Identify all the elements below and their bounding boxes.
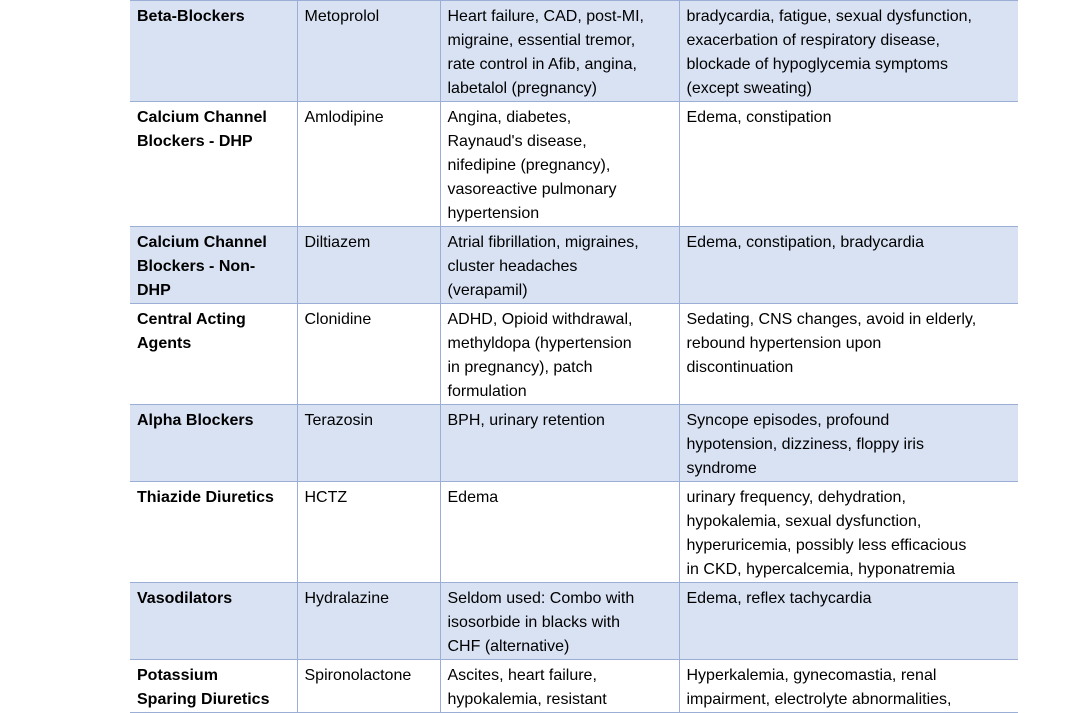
cell-text-line: Calcium Channel bbox=[137, 108, 267, 126]
indications-cell bbox=[440, 659, 679, 712]
example-drug-cell bbox=[297, 226, 440, 303]
cell-text-line: discontinuation bbox=[686, 358, 794, 376]
cell-text-line: in pregnancy), patch bbox=[447, 358, 593, 376]
table-row bbox=[130, 101, 1018, 226]
cell-text-line: Blockers - DHP bbox=[137, 132, 253, 150]
cell-text-line: hypokalemia, resistant bbox=[447, 690, 607, 708]
adverse-effects-cell bbox=[679, 582, 1018, 659]
drug-class-cell bbox=[130, 303, 297, 404]
example-drug-cell bbox=[297, 101, 440, 226]
cell-text-line: CHF (alternative) bbox=[447, 637, 570, 655]
cell-text-line: Seldom used: Combo with bbox=[447, 589, 635, 607]
example-drug-cell bbox=[297, 481, 440, 582]
example-drug-cell bbox=[297, 404, 440, 481]
drug-table-wrapper bbox=[130, 0, 1018, 713]
cell-text-line: Syncope episodes, profound bbox=[686, 411, 890, 429]
indications-cell bbox=[440, 0, 679, 101]
cell-text-line: impairment, electrolyte abnormalities, bbox=[686, 690, 952, 708]
cell-text-line: methyldopa (hypertension bbox=[447, 334, 632, 352]
indications-cell bbox=[440, 481, 679, 582]
cell-text-line: rebound hypertension upon bbox=[686, 334, 882, 352]
table-body bbox=[130, 0, 1018, 712]
drug-class-cell bbox=[130, 404, 297, 481]
cell-text-line: Terazosin bbox=[304, 411, 373, 429]
adverse-effects-cell bbox=[679, 659, 1018, 712]
indications-cell bbox=[440, 101, 679, 226]
cell-text-line: DHP bbox=[137, 281, 171, 299]
cell-text-line: Ascites, heart failure, bbox=[447, 666, 597, 684]
drug-class-cell bbox=[130, 582, 297, 659]
cell-text-line: Clonidine bbox=[304, 310, 372, 328]
cell-text-line: Metoprolol bbox=[304, 7, 380, 25]
cell-text-line: Raynaud's disease, bbox=[447, 132, 587, 150]
table-row bbox=[130, 582, 1018, 659]
cell-text-line: Central Acting bbox=[137, 310, 246, 328]
cell-text-line: Hyperkalemia, gynecomastia, renal bbox=[686, 666, 937, 684]
table-row bbox=[130, 303, 1018, 404]
cell-text-line: Thiazide Diuretics bbox=[137, 488, 274, 506]
example-drug-cell bbox=[297, 659, 440, 712]
cell-text-line: hypotension, dizziness, floppy iris bbox=[686, 435, 924, 453]
cell-text-line: Alpha Blockers bbox=[137, 411, 254, 429]
table-row bbox=[130, 481, 1018, 582]
drug-class-cell bbox=[130, 226, 297, 303]
cell-text-line: Edema, constipation bbox=[686, 108, 832, 126]
adverse-effects-cell bbox=[679, 303, 1018, 404]
cell-text-line: BPH, urinary retention bbox=[447, 411, 605, 429]
adverse-effects-cell bbox=[679, 481, 1018, 582]
cell-text-line: Agents bbox=[137, 334, 192, 352]
cell-text-line: cluster headaches bbox=[447, 257, 578, 275]
drug-class-cell bbox=[130, 659, 297, 712]
cell-text-line: ADHD, Opioid withdrawal, bbox=[447, 310, 633, 328]
cell-text-line: Atrial fibrillation, migraines, bbox=[447, 233, 639, 251]
table-row bbox=[130, 0, 1018, 101]
cell-text-line: Sparing Diuretics bbox=[137, 690, 270, 708]
cell-text-line: Spironolactone bbox=[304, 666, 412, 684]
example-drug-cell bbox=[297, 0, 440, 101]
table-row bbox=[130, 404, 1018, 481]
cell-text-line: hypertension bbox=[447, 204, 540, 222]
cell-text-line: syndrome bbox=[686, 459, 757, 477]
indications-cell bbox=[440, 226, 679, 303]
cell-text-line: isosorbide in blacks with bbox=[447, 613, 621, 631]
cell-text-line: nifedipine (pregnancy), bbox=[447, 156, 611, 174]
cell-text-line: bradycardia, fatigue, sexual dysfunction, bbox=[686, 7, 972, 25]
cell-text-line: blockade of hypoglycemia symptoms bbox=[686, 55, 948, 73]
cell-text-line: HCTZ bbox=[304, 488, 348, 506]
antihypertensive-drug-table bbox=[130, 0, 1018, 713]
cell-text-line: (verapamil) bbox=[447, 281, 528, 299]
table-row bbox=[130, 226, 1018, 303]
cell-text-line: Amlodipine bbox=[304, 108, 384, 126]
cell-text-line: Potassium bbox=[137, 666, 218, 684]
indications-cell bbox=[440, 303, 679, 404]
cell-text-line: Calcium Channel bbox=[137, 233, 267, 251]
cell-text-line: in CKD, hypercalcemia, hyponatremia bbox=[686, 560, 956, 578]
cell-text-line: Edema, constipation, bradycardia bbox=[686, 233, 924, 251]
cell-text-line: Edema, reflex tachycardia bbox=[686, 589, 872, 607]
drug-class-cell bbox=[130, 101, 297, 226]
cell-text-line: rate control in Afib, angina, bbox=[447, 55, 637, 73]
adverse-effects-cell bbox=[679, 226, 1018, 303]
adverse-effects-cell bbox=[679, 404, 1018, 481]
cell-text-line: hyperuricemia, possibly less efficacious bbox=[686, 536, 967, 554]
cell-text-line: Angina, diabetes, bbox=[447, 108, 572, 126]
cell-text-line: urinary frequency, dehydration, bbox=[686, 488, 906, 506]
cell-text-line: Beta-Blockers bbox=[137, 7, 245, 25]
cell-text-line: Vasodilators bbox=[137, 589, 233, 607]
cell-text-line: Sedating, CNS changes, avoid in elderly, bbox=[686, 310, 977, 328]
table-row bbox=[130, 659, 1018, 712]
example-drug-cell bbox=[297, 582, 440, 659]
cell-text-line: migraine, essential tremor, bbox=[447, 31, 636, 49]
cell-text-line: Edema bbox=[447, 488, 499, 506]
cell-text-line: Heart failure, CAD, post-MI, bbox=[447, 7, 644, 25]
drug-class-cell bbox=[130, 481, 297, 582]
adverse-effects-cell bbox=[679, 101, 1018, 226]
cell-text-line: Blockers - Non- bbox=[137, 257, 256, 275]
cell-text-line: Diltiazem bbox=[304, 233, 371, 251]
indications-cell bbox=[440, 582, 679, 659]
cell-text-line: vasoreactive pulmonary bbox=[447, 180, 617, 198]
cell-text-line: Hydralazine bbox=[304, 589, 389, 607]
cell-text-line: labetalol (pregnancy) bbox=[447, 79, 597, 97]
cell-text-line: formulation bbox=[447, 382, 527, 400]
drug-class-cell bbox=[130, 0, 297, 101]
cell-text-line: exacerbation of respiratory disease, bbox=[686, 31, 940, 49]
cell-text-line: (except sweating) bbox=[686, 79, 812, 97]
example-drug-cell bbox=[297, 303, 440, 404]
cell-text-line: hypokalemia, sexual dysfunction, bbox=[686, 512, 922, 530]
adverse-effects-cell bbox=[679, 0, 1018, 101]
indications-cell bbox=[440, 404, 679, 481]
